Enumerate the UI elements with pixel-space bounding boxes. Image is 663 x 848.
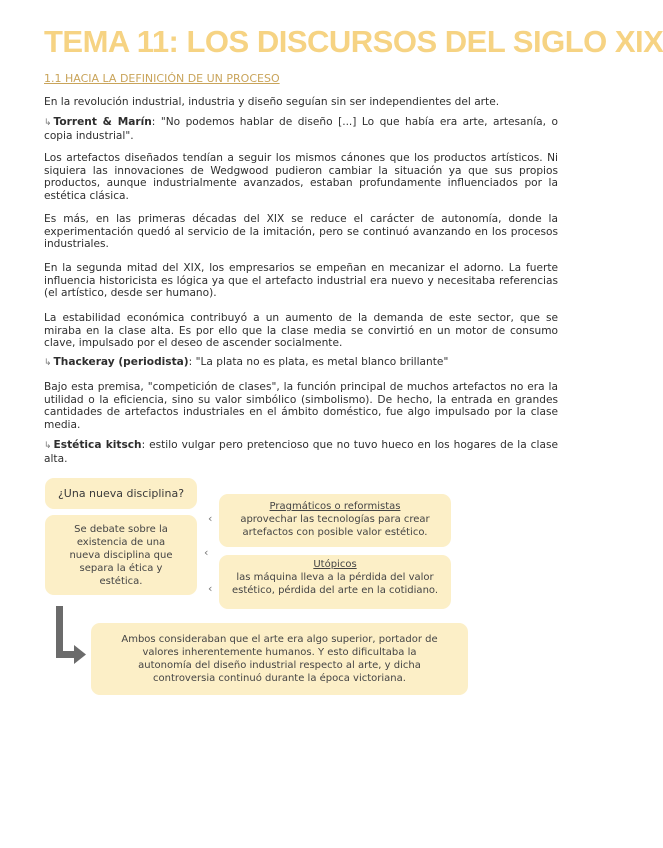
utopicos-text: las máquina lleva a la pérdida del valor estético, pérdida del arte en la cotidiano. [231,572,439,596]
pragmaticos-title: Pragmáticos o reformistas [269,501,401,512]
conclusion-box [91,623,468,695]
quote-kitsch [44,439,558,465]
diagram-debate-box [45,515,197,595]
quote-torrent-marin [44,116,558,142]
return-arrow-icon: ↳ [44,118,52,128]
paragraph-6: Bajo esta premisa, "competición de clases", la función principal de muchos artefactos no era la utilidad o la eficiencia, sino su valor simbólico (simbolismo). De hecho, la entrada en grandes cantidades de artefactos industriales en el ámbito doméstico, fue algo impulsado por la clase media. [44,381,558,431]
section-heading: 1.1 HACIA LA DEFINICIÓN DE UN PROCESO [44,72,280,85]
quote-author: Thackeray (periodista) [53,356,189,368]
quote-text: : "No podemos hablar de diseño [...] Lo que había era arte, artesanía, o copia industrial". [44,116,558,142]
paragraph-2: Los artefactos diseñados tendían a seguir los mismos cánones que los productos artísticos. Ni siquiera las innovaciones de Wedgwood pudieron cambiar la situación ya que sus propios productos, aunque industrialmente avanzados, estaban profundamente influenciados por la estética clásica. [44,152,558,202]
chevron-icon: ‹ [208,512,213,525]
chevron-icon: ‹ [208,582,213,595]
diagram-question: ¿Una nueva disciplina? [45,478,197,509]
quote-text: : "La plata no es plata, es metal blanco brillante" [188,356,449,368]
utopicos-box [219,555,451,609]
utopicos-title: Utópicos [313,559,357,570]
paragraph-5: La estabilidad económica contribuyó a un aumento de la demanda de este sector, que se miraba en la clase alta. Es por ello que la clase media se convirtió en un motor de consumo clave, impulsado por el deseo de ascender socialmente. [44,312,558,350]
return-arrow-icon: ↳ [44,358,52,368]
debate-text: Se debate sobre la existencia de una nueva disciplina que separa la ética y estética. [69,523,173,587]
quote-text: : estilo vulgar pero pretencioso que no tuvo hueco en los hogares de la clase alta. [44,439,558,465]
page-title: TEMA 11: LOS DISCURSOS DEL SIGLO XIX [44,24,663,59]
conclusion-text: Ambos consideraban que el arte era algo superior, portador de valores inherentemente humanos. Y esto dificultaba la autonomía del diseño industrial respecto al arte, y dicha controversia continuó durante la época victoriana. [121,634,438,684]
quote-thackeray [44,356,558,370]
return-arrow-icon: ↳ [44,441,52,451]
quote-author: Torrent & Marín [53,116,152,128]
quote-author: Estética kitsch [53,439,142,451]
pragmaticos-text: aprovechar las tecnologías para crear artefactos con posible valor estético. [240,514,430,538]
pragmaticos-box [219,494,451,547]
paragraph-1: En la revolución industrial, industria y diseño seguían sin ser independientes del arte. [44,96,500,108]
chevron-left-icon: ‹ [204,546,209,559]
paragraph-4: En la segunda mitad del XIX, los empresarios se empeñan en mecanizar el adorno. La fuerte influencia historicista es lógica ya que el artefacto industrial era nuevo y necesitaba referencias (el artístico, desde ser humano). [44,262,558,300]
paragraph-3: Es más, en las primeras décadas del XIX se reduce el carácter de autonomía, donde la experimentación quedó al servicio de la imitación, pero se continuó avanzando en los procesos industriales. [44,213,558,251]
corner-arrow-icon [52,606,92,664]
